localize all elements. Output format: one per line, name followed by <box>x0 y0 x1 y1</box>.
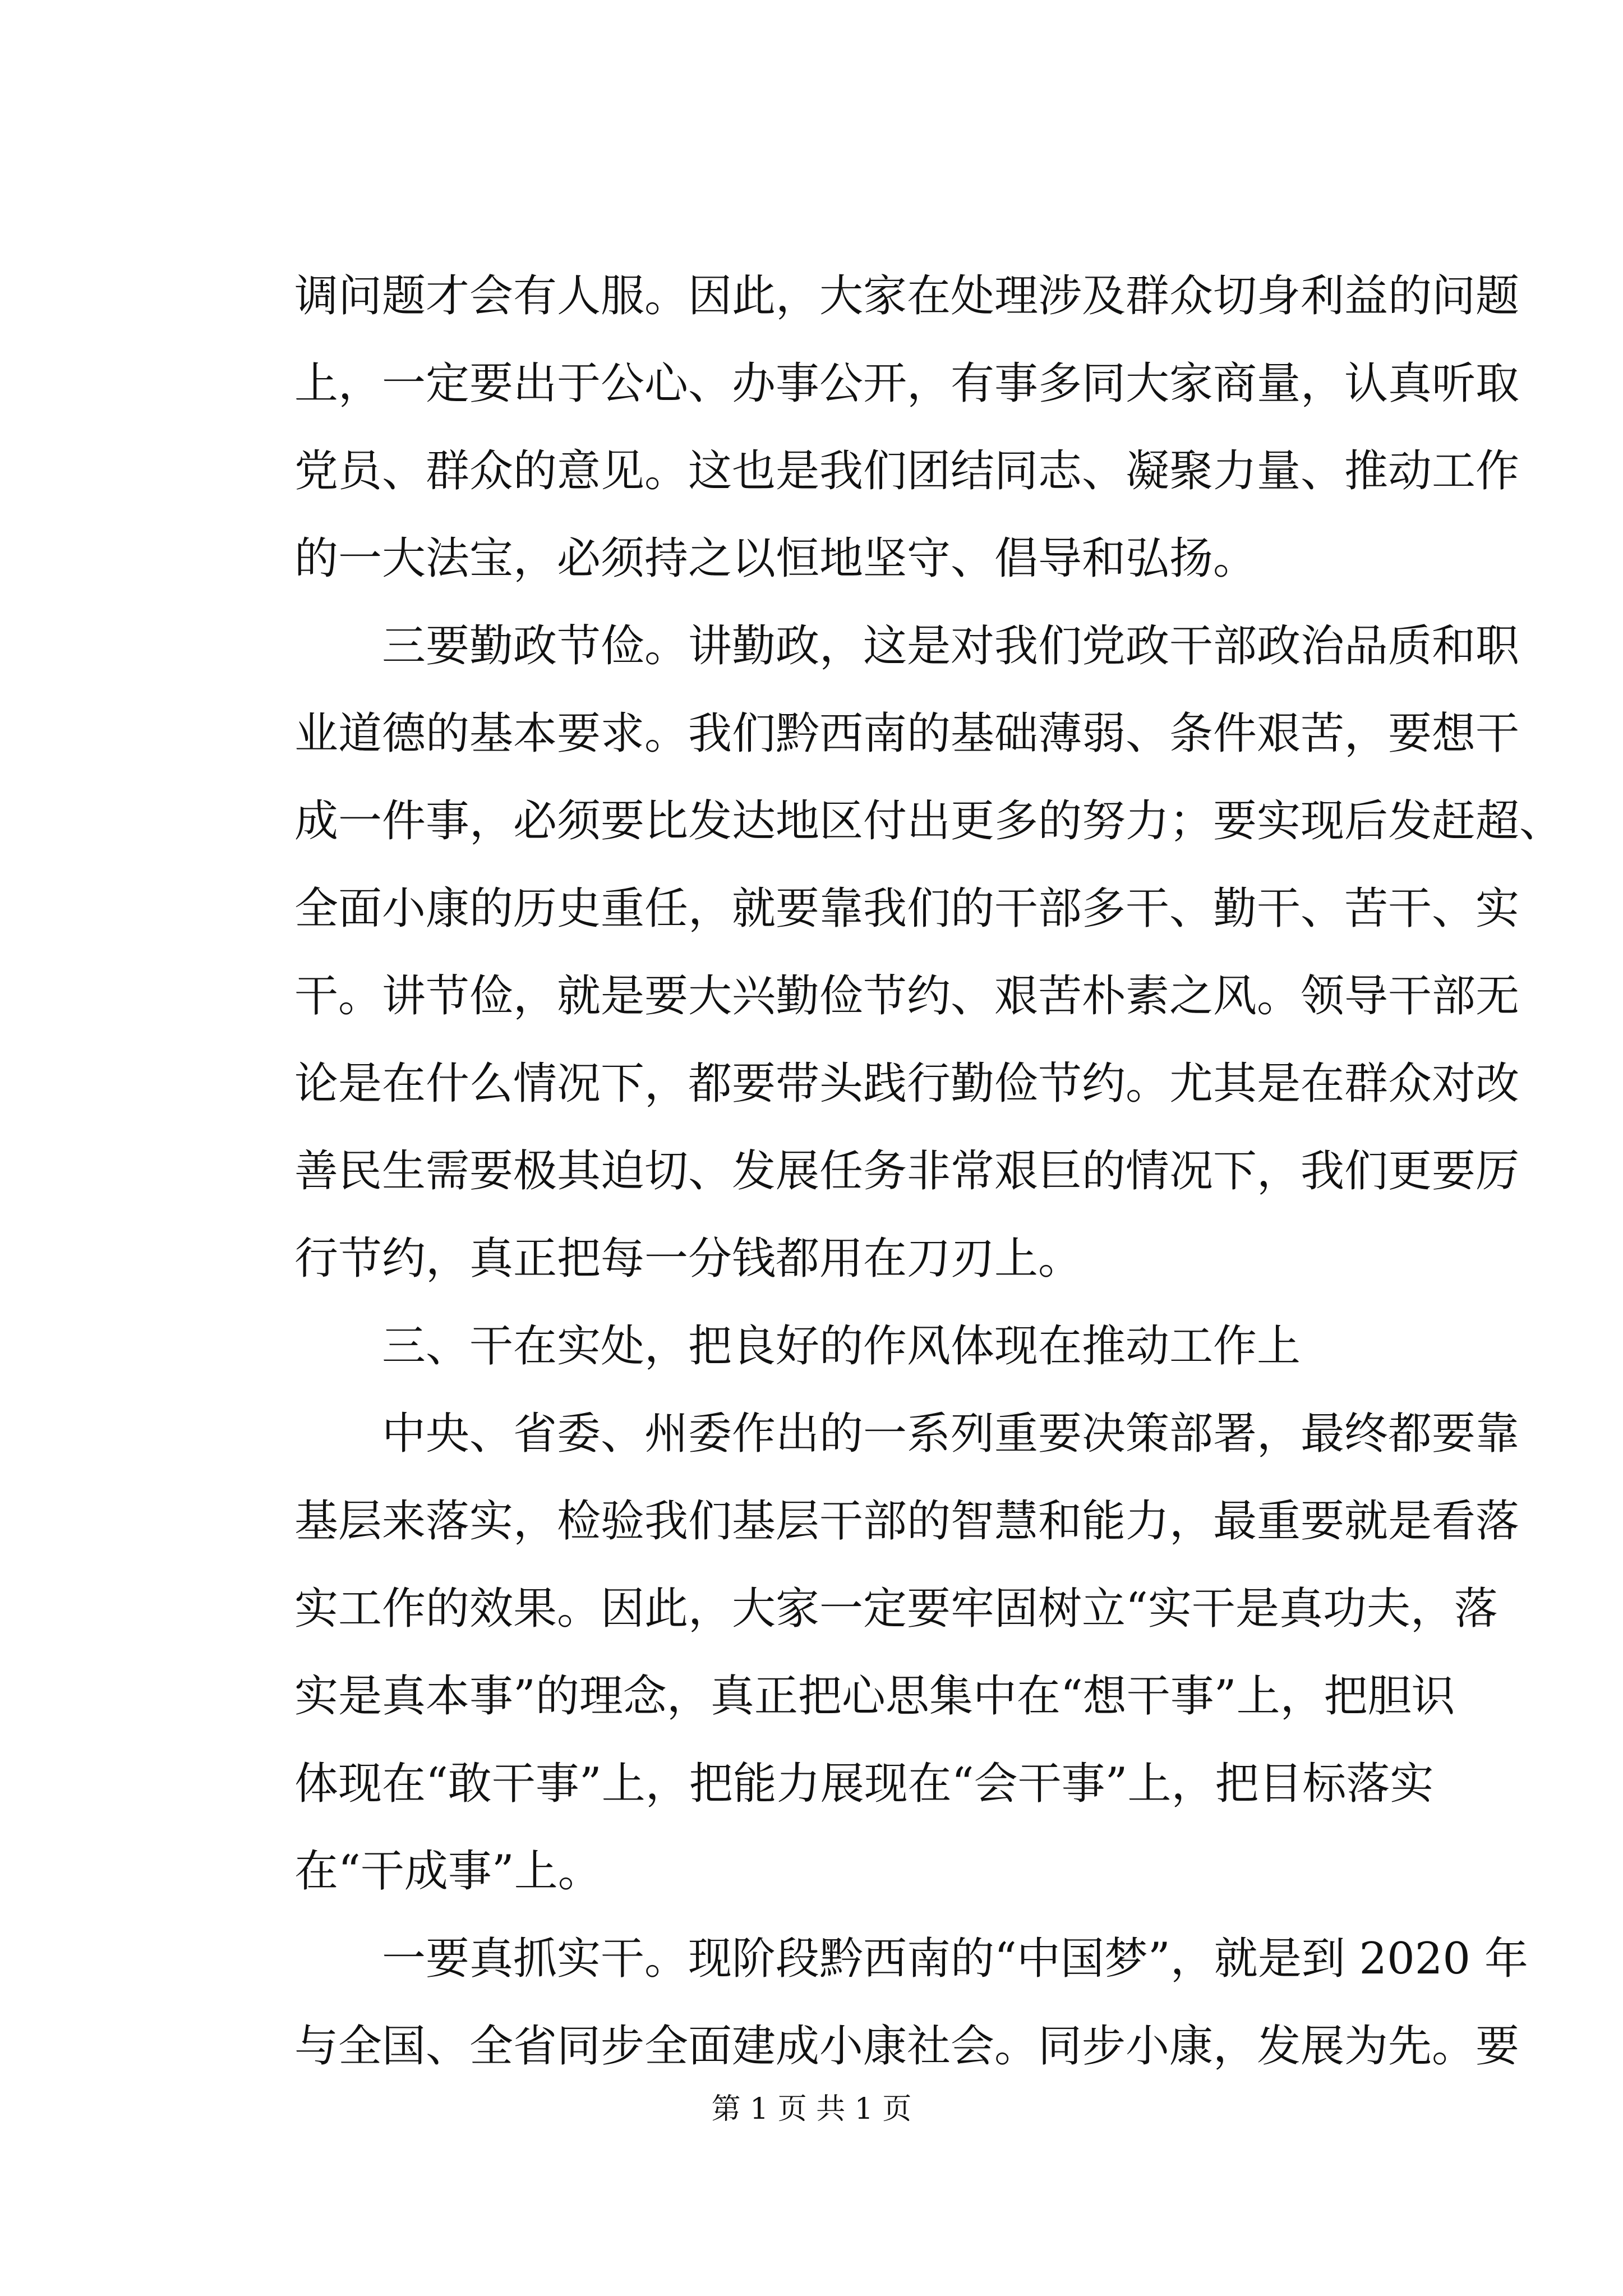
text-line: 实工作的效果。因此，大家一定要牢固树立“实干是真功夫，落 <box>294 1584 1498 1634</box>
text-line: 成一件事，必须要比发达地区付出更多的努力；要实现后发赶超、 <box>294 796 1564 846</box>
paragraph-start-line: 中央、省委、州委作出的一系列重要决策部署，最终都要靠 <box>382 1409 1520 1459</box>
paragraph-start-line: 三要勤政节俭。讲勤政，这是对我们党政干部政治品质和职 <box>382 621 1520 671</box>
text-line: 干。讲节俭，就是要大兴勤俭节约、艰苦朴素之风。领导干部无 <box>294 971 1520 1022</box>
text-line: 论是在什么情况下，都要带头践行勤俭节约。尤其是在群众对改 <box>294 1059 1520 1109</box>
text-line: 行节约，真正把每一分钱都用在刀刃上。 <box>294 1234 1082 1284</box>
text-line: 党员、群众的意见。这也是我们团结同志、凝聚力量、推动工作 <box>294 446 1520 496</box>
text-line: 基层来落实，检验我们基层干部的智慧和能力，最重要就是看落 <box>294 1496 1520 1547</box>
text-line: 的一大法宝，必须持之以恒地坚守、倡导和弘扬。 <box>294 533 1257 584</box>
section-heading: 三、干在实处，把良好的作风体现在推动工作上 <box>382 1321 1301 1372</box>
text-line: 与全国、全省同步全面建成小康社会。同步小康，发展为先。要 <box>294 2021 1520 2072</box>
text-line: 业道德的基本要求。我们黔西南的基础薄弱、条件艰苦，要想干 <box>294 708 1520 759</box>
text-line: 在“干成事”上。 <box>294 1846 602 1897</box>
text-line: 实是真本事”的理念，真正把心思集中在“想干事”上，把胆识 <box>294 1671 1455 1722</box>
text-line: 善民生需要极其迫切、发展任务非常艰巨的情况下，我们更要厉 <box>294 1146 1520 1197</box>
text-line: 体现在“敢干事”上，把能力展现在“会干事”上，把目标落实 <box>294 1759 1434 1809</box>
page-number-footer: 第 1 页 共 1 页 <box>711 2092 912 2126</box>
text-line: 上，一定要出于公心、办事公开，有事多同大家商量，认真听取 <box>294 358 1520 409</box>
text-line: 调问题才会有人服。因此，大家在处理涉及群众切身利益的问题 <box>294 271 1520 321</box>
text-line: 全面小康的历史重任，就要靠我们的干部多干、勤干、苦干、实 <box>294 884 1520 934</box>
paragraph-start-line: 一要真抓实干。现阶段黔西南的“中国梦”，就是到 2020 年 <box>382 1934 1528 1984</box>
document-body <box>294 252 1564 2090</box>
